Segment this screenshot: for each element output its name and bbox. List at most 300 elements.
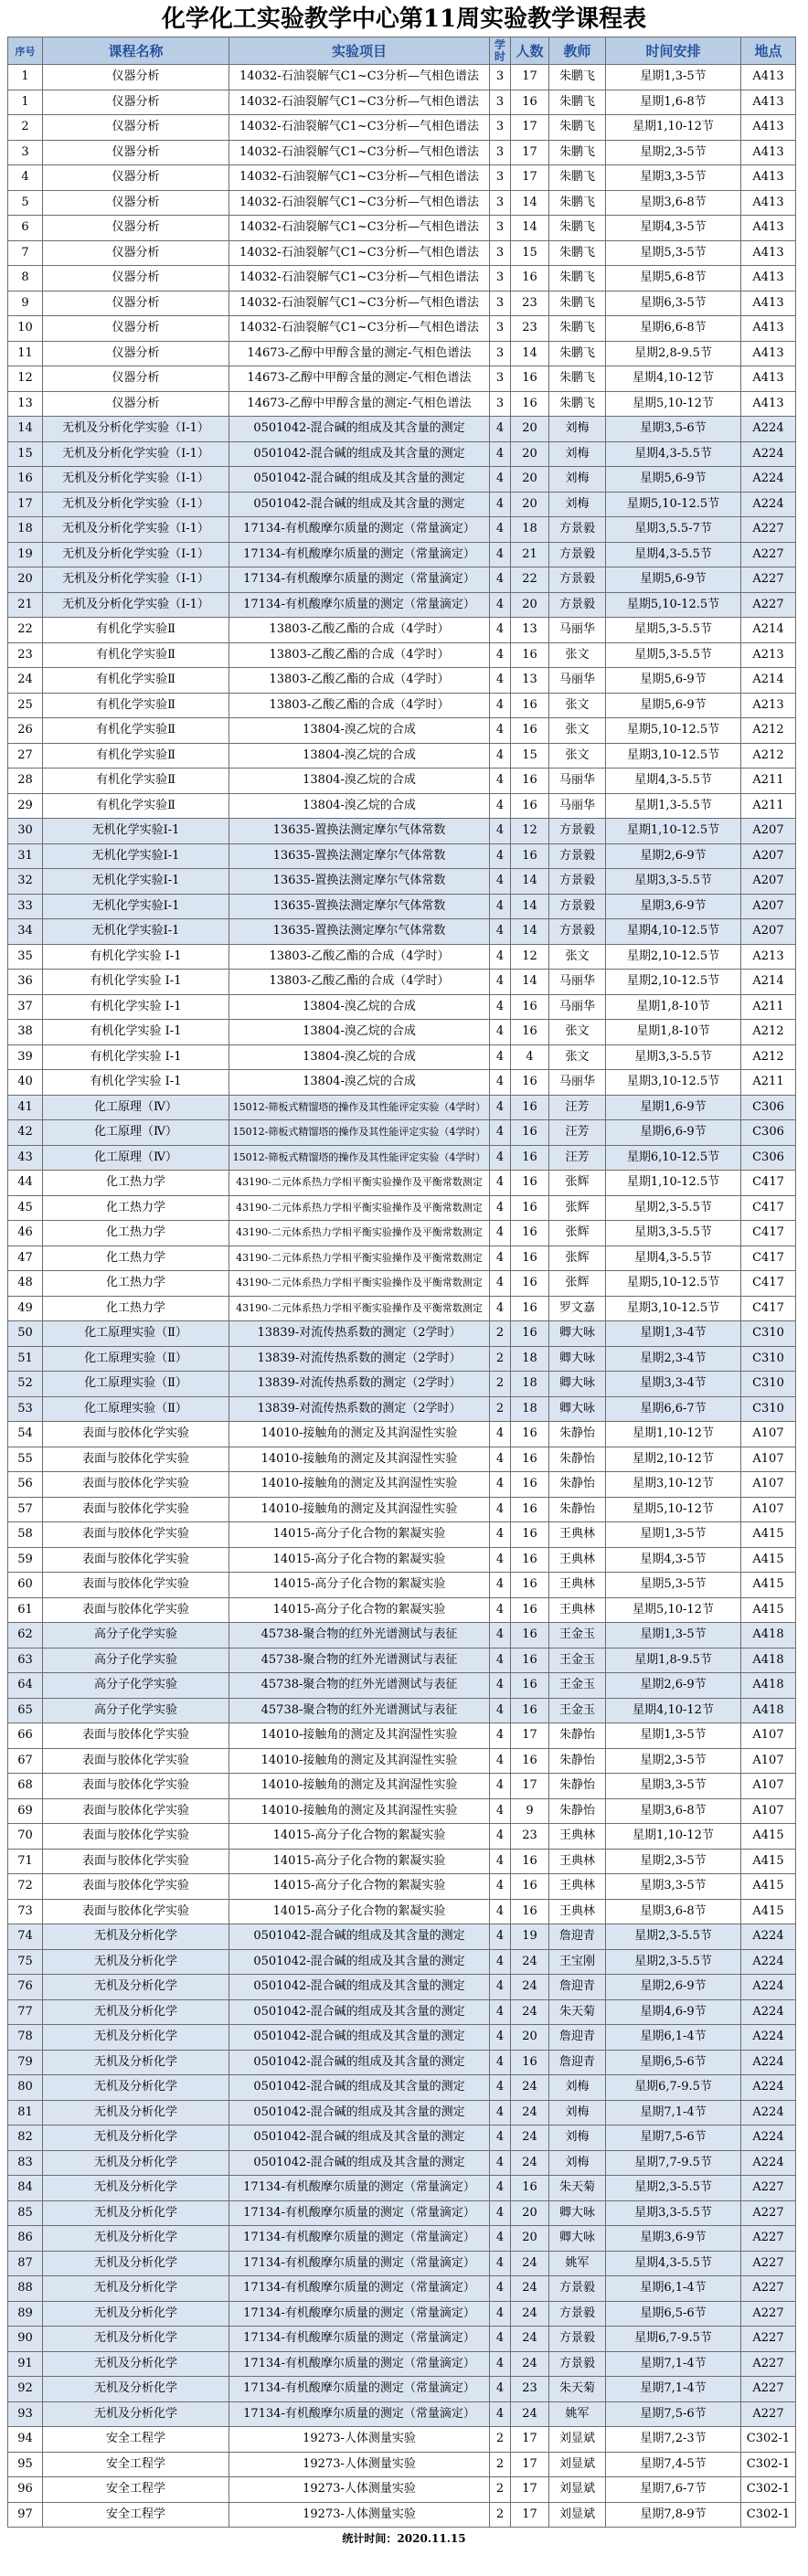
course-name: 无机及分析化学实验（Ⅰ-1）: [43, 542, 229, 567]
teacher: 王金玉: [549, 1673, 606, 1699]
row-number: 41: [8, 1095, 43, 1120]
student-count: 21: [511, 542, 549, 567]
teacher: 朱鹏飞: [549, 216, 606, 241]
teacher: 卿大咏: [549, 1396, 606, 1422]
table-row: [8, 216, 796, 241]
student-count: 16: [511, 1623, 549, 1648]
location: A413: [741, 240, 796, 266]
row-number: 53: [8, 1396, 43, 1422]
student-count: 17: [511, 2452, 549, 2477]
teacher: 张文: [549, 1044, 606, 1070]
student-count: 24: [511, 2351, 549, 2377]
location: A107: [741, 1774, 796, 1799]
table-row: [8, 1648, 796, 1673]
table-row: [8, 693, 796, 718]
course-name: 无机化学实验Ⅰ-1: [43, 869, 229, 895]
student-count: 16: [511, 1899, 549, 1924]
table-row: [8, 1999, 796, 2025]
time-slot: 星期2,10-12节: [606, 1447, 741, 1472]
time-slot: 星期1,10-12.5节: [606, 1171, 741, 1196]
student-count: 14: [511, 869, 549, 895]
student-count: 16: [511, 1673, 549, 1699]
class-hours: 2: [490, 1396, 511, 1422]
table-row: [8, 65, 796, 90]
location: A413: [741, 115, 796, 141]
location: A227: [741, 2226, 796, 2252]
location: C302-1: [741, 2477, 796, 2503]
time-slot: 星期3,10-12节: [606, 1472, 741, 1498]
teacher: 汪芳: [549, 1095, 606, 1120]
time-slot: 星期2,10-12.5节: [606, 944, 741, 970]
location: A227: [741, 592, 796, 618]
table-row: [8, 1246, 796, 1271]
experiment-project: 17134-有机酸摩尔质量的测定（常量滴定）: [229, 2301, 490, 2327]
class-hours: 4: [490, 1673, 511, 1699]
experiment-project: 0501042-混合碱的组成及其含量的测定: [229, 1924, 490, 1950]
student-count: 16: [511, 718, 549, 744]
row-number: 33: [8, 894, 43, 919]
student-count: 18: [511, 517, 549, 543]
table-row: [8, 769, 796, 794]
teacher: 王典林: [549, 1522, 606, 1548]
course-name: 表面与胶体化学实验: [43, 1447, 229, 1472]
course-name: 仪器分析: [43, 266, 229, 292]
table-row: [8, 1975, 796, 2000]
course-name: 有机化学实验Ⅱ: [43, 769, 229, 794]
experiment-project: 14032-石油裂解气C1~C3分析—气相色谱法: [229, 140, 490, 165]
class-hours: 3: [490, 115, 511, 141]
teacher: 王典林: [549, 1547, 606, 1573]
experiment-project: 0501042-混合碱的组成及其含量的测定: [229, 2050, 490, 2075]
experiment-project: 0501042-混合碱的组成及其含量的测定: [229, 1999, 490, 2025]
experiment-project: 14032-石油裂解气C1~C3分析—气相色谱法: [229, 216, 490, 241]
teacher: 卿大咏: [549, 1346, 606, 1372]
course-name: 无机及分析化学: [43, 2125, 229, 2151]
experiment-project: 14010-接触角的测定及其润湿性实验: [229, 1748, 490, 1774]
class-hours: 4: [490, 1597, 511, 1623]
class-hours: 4: [490, 1648, 511, 1673]
row-number: 57: [8, 1497, 43, 1522]
time-slot: 星期2,3-4节: [606, 1346, 741, 1372]
location: A415: [741, 1824, 796, 1850]
row-number: 93: [8, 2401, 43, 2427]
row-number: 77: [8, 1999, 43, 2025]
table-row: [8, 266, 796, 292]
course-name: 安全工程学: [43, 2427, 229, 2453]
table-row: [8, 240, 796, 266]
table-body: [8, 65, 796, 2528]
class-hours: 4: [490, 1221, 511, 1246]
table-row: [8, 1346, 796, 1372]
course-name: 仪器分析: [43, 165, 229, 191]
row-number: 43: [8, 1145, 43, 1171]
teacher: 张文: [549, 743, 606, 769]
experiment-project: 14010-接触角的测定及其润湿性实验: [229, 1497, 490, 1522]
student-count: 20: [511, 417, 549, 442]
experiment-project: 14032-石油裂解气C1~C3分析—气相色谱法: [229, 65, 490, 90]
course-name: 表面与胶体化学实验: [43, 1522, 229, 1548]
student-count: 16: [511, 1472, 549, 1498]
time-slot: 星期1,8-10节: [606, 994, 741, 1020]
table-row: [8, 2251, 796, 2276]
class-hours: 3: [490, 65, 511, 90]
class-hours: 4: [490, 1020, 511, 1045]
row-number: 42: [8, 1120, 43, 1146]
class-hours: 4: [490, 1195, 511, 1221]
experiment-project: 14010-接触角的测定及其润湿性实验: [229, 1422, 490, 1447]
course-name: 有机化学实验Ⅱ: [43, 642, 229, 668]
teacher: 朱鹏飞: [549, 165, 606, 191]
class-hours: 4: [490, 1472, 511, 1498]
student-count: 22: [511, 567, 549, 593]
location: C417: [741, 1271, 796, 1297]
teacher: 方景毅: [549, 567, 606, 593]
row-number: 6: [8, 216, 43, 241]
location: A227: [741, 2377, 796, 2402]
teacher: 方景毅: [549, 2327, 606, 2352]
row-number: 5: [8, 190, 43, 216]
location: C306: [741, 1095, 796, 1120]
teacher: 朱鹏飞: [549, 341, 606, 366]
class-hours: 2: [490, 1346, 511, 1372]
time-slot: 星期3,3-5节: [606, 1874, 741, 1900]
course-name: 无机及分析化学实验（Ⅰ-1）: [43, 492, 229, 517]
experiment-project: 13839-对流传热系数的测定（2学时）: [229, 1321, 490, 1347]
table-row: [8, 2301, 796, 2327]
course-name: 无机及分析化学: [43, 1975, 229, 2000]
header-time: 时间安排: [606, 37, 741, 65]
student-count: 24: [511, 2327, 549, 2352]
table-row: [8, 1698, 796, 1723]
location: A227: [741, 517, 796, 543]
time-slot: 星期5,6-9节: [606, 668, 741, 694]
course-name: 有机化学实验 Ⅰ-1: [43, 944, 229, 970]
student-count: 16: [511, 1095, 549, 1120]
teacher: 詹迎青: [549, 2025, 606, 2051]
experiment-project: 13635-置换法测定摩尔气体常数: [229, 919, 490, 945]
course-name: 表面与胶体化学实验: [43, 1472, 229, 1498]
time-slot: 星期4,10-12节: [606, 1698, 741, 1723]
course-name: 有机化学实验Ⅱ: [43, 693, 229, 718]
table-row: [8, 1195, 796, 1221]
row-number: 66: [8, 1723, 43, 1749]
class-hours: 3: [490, 190, 511, 216]
time-slot: 星期1,10-12节: [606, 1422, 741, 1447]
row-number: 78: [8, 2025, 43, 2051]
time-slot: 星期3,6-8节: [606, 190, 741, 216]
teacher: 罗文嘉: [549, 1296, 606, 1321]
teacher: 王宝刚: [549, 1949, 606, 1975]
table-row: [8, 567, 796, 593]
table-row: [8, 1020, 796, 1045]
teacher: 刘梅: [549, 2075, 606, 2101]
time-slot: 星期1,8-10节: [606, 1020, 741, 1045]
teacher: 朱鹏飞: [549, 240, 606, 266]
student-count: 17: [511, 2427, 549, 2453]
location: A107: [741, 1447, 796, 1472]
table-row: [8, 341, 796, 366]
table-row: [8, 819, 796, 844]
row-number: 76: [8, 1975, 43, 2000]
experiment-project: 13804-溴乙烷的合成: [229, 769, 490, 794]
course-name: 无机及分析化学: [43, 2176, 229, 2201]
location: A224: [741, 2025, 796, 2051]
course-name: 仪器分析: [43, 190, 229, 216]
time-slot: 星期7,5-6节: [606, 2125, 741, 2151]
time-slot: 星期1,3-5节: [606, 1522, 741, 1548]
course-name: 化工原理实验（Ⅱ）: [43, 1396, 229, 1422]
table-row: [8, 618, 796, 643]
location: A214: [741, 618, 796, 643]
teacher: 刘显斌: [549, 2477, 606, 2503]
course-name: 无机及分析化学实验（Ⅰ-1）: [43, 592, 229, 618]
table-row: [8, 718, 796, 744]
table-row: [8, 970, 796, 995]
teacher: 朱静怡: [549, 1748, 606, 1774]
course-name: 表面与胶体化学实验: [43, 1573, 229, 1598]
student-count: 14: [511, 894, 549, 919]
row-number: 22: [8, 618, 43, 643]
teacher: 朱静怡: [549, 1774, 606, 1799]
table-row: [8, 1748, 796, 1774]
class-hours: 2: [490, 2427, 511, 2453]
teacher: 马丽华: [549, 793, 606, 819]
location: A413: [741, 266, 796, 292]
teacher: 方景毅: [549, 517, 606, 543]
student-count: 20: [511, 2226, 549, 2252]
location: A211: [741, 769, 796, 794]
student-count: 24: [511, 2150, 549, 2176]
location: A227: [741, 2327, 796, 2352]
teacher: 朱静怡: [549, 1723, 606, 1749]
class-hours: 4: [490, 2100, 511, 2125]
course-name: 无机及分析化学: [43, 1949, 229, 1975]
student-count: 16: [511, 1070, 549, 1096]
time-slot: 星期3,10-12.5节: [606, 1296, 741, 1321]
course-name: 表面与胶体化学实验: [43, 1422, 229, 1447]
course-name: 化工原理（Ⅳ）: [43, 1120, 229, 1146]
row-number: 36: [8, 970, 43, 995]
location: A413: [741, 190, 796, 216]
time-slot: 星期2,6-9节: [606, 1673, 741, 1699]
experiment-project: 43190-二元体系热力学相平衡实验操作及平衡常数测定: [229, 1296, 490, 1321]
course-name: 有机化学实验Ⅱ: [43, 668, 229, 694]
location: A224: [741, 2050, 796, 2075]
student-count: 16: [511, 366, 549, 392]
time-slot: 星期2,8-9.5节: [606, 341, 741, 366]
table-row: [8, 1899, 796, 1924]
table-row: [8, 1774, 796, 1799]
course-name: 表面与胶体化学实验: [43, 1723, 229, 1749]
experiment-project: 0501042-混合碱的组成及其含量的测定: [229, 2150, 490, 2176]
location: A107: [741, 1422, 796, 1447]
row-number: 8: [8, 266, 43, 292]
location: A212: [741, 718, 796, 744]
course-name: 安全工程学: [43, 2502, 229, 2528]
class-hours: 4: [490, 994, 511, 1020]
class-hours: 4: [490, 1573, 511, 1598]
teacher: 王典林: [549, 1874, 606, 1900]
class-hours: 4: [490, 970, 511, 995]
time-slot: 星期6,6-7节: [606, 1396, 741, 1422]
table-row: [8, 1924, 796, 1950]
experiment-project: 14032-石油裂解气C1~C3分析—气相色谱法: [229, 266, 490, 292]
table-row: [8, 165, 796, 191]
experiment-project: 17134-有机酸摩尔质量的测定（常量滴定）: [229, 542, 490, 567]
location: A224: [741, 2075, 796, 2101]
table-row: [8, 1447, 796, 1472]
experiment-project: 43190-二元体系热力学相平衡实验操作及平衡常数测定: [229, 1171, 490, 1196]
student-count: 16: [511, 1296, 549, 1321]
course-name: 无机化学实验Ⅰ-1: [43, 894, 229, 919]
teacher: 方景毅: [549, 2276, 606, 2302]
teacher: 朱鹏飞: [549, 291, 606, 316]
location: C417: [741, 1195, 796, 1221]
class-hours: 4: [490, 718, 511, 744]
header-count: 人数: [511, 37, 549, 65]
time-slot: 星期1,3-5节: [606, 65, 741, 90]
class-hours: 4: [490, 769, 511, 794]
course-name: 仪器分析: [43, 316, 229, 342]
teacher: 姚军: [549, 2401, 606, 2427]
location: A212: [741, 1020, 796, 1045]
class-hours: 4: [490, 642, 511, 668]
row-number: 15: [8, 441, 43, 467]
location: C302-1: [741, 2502, 796, 2528]
student-count: 13: [511, 668, 549, 694]
table-row: [8, 1547, 796, 1573]
location: A227: [741, 2351, 796, 2377]
course-name: 无机及分析化学: [43, 2401, 229, 2427]
class-hours: 4: [490, 843, 511, 869]
course-name: 无机及分析化学: [43, 2276, 229, 2302]
experiment-project: 14015-高分子化合物的絮凝实验: [229, 1522, 490, 1548]
student-count: 13: [511, 618, 549, 643]
teacher: 朱静怡: [549, 1447, 606, 1472]
experiment-project: 45738-聚合物的红外光谱测试与表征: [229, 1673, 490, 1699]
row-number: 95: [8, 2452, 43, 2477]
class-hours: 3: [490, 90, 511, 115]
time-slot: 星期5,6-8节: [606, 266, 741, 292]
experiment-project: 13839-对流传热系数的测定（2学时）: [229, 1396, 490, 1422]
course-name: 有机化学实验 Ⅰ-1: [43, 970, 229, 995]
location: C417: [741, 1246, 796, 1271]
row-number: 51: [8, 1346, 43, 1372]
student-count: 23: [511, 2377, 549, 2402]
time-slot: 星期7,5-6节: [606, 2401, 741, 2427]
course-name: 高分子化学实验: [43, 1623, 229, 1648]
time-slot: 星期2,3-5节: [606, 1849, 741, 1874]
teacher: 朱鹏飞: [549, 90, 606, 115]
experiment-project: 17134-有机酸摩尔质量的测定（常量滴定）: [229, 2377, 490, 2402]
teacher: 姚军: [549, 2251, 606, 2276]
table-row: [8, 391, 796, 417]
teacher: 朱鹏飞: [549, 366, 606, 392]
course-name: 高分子化学实验: [43, 1648, 229, 1673]
table-row: [8, 2025, 796, 2051]
experiment-project: 13839-对流传热系数的测定（2学时）: [229, 1372, 490, 1397]
row-number: 94: [8, 2427, 43, 2453]
student-count: 16: [511, 1447, 549, 1472]
experiment-project: 19273-人体测量实验: [229, 2427, 490, 2453]
experiment-project: 14015-高分子化合物的絮凝实验: [229, 1899, 490, 1924]
course-name: 无机化学实验Ⅰ-1: [43, 919, 229, 945]
row-number: 50: [8, 1321, 43, 1347]
class-hours: 4: [490, 2301, 511, 2327]
class-hours: 4: [490, 819, 511, 844]
teacher: 方景毅: [549, 894, 606, 919]
row-number: 3: [8, 140, 43, 165]
time-slot: 星期4,3-5.5节: [606, 441, 741, 467]
teacher: 张辉: [549, 1171, 606, 1196]
class-hours: 4: [490, 1095, 511, 1120]
table-row: [8, 517, 796, 543]
row-number: 82: [8, 2125, 43, 2151]
student-count: 16: [511, 1221, 549, 1246]
class-hours: 3: [490, 391, 511, 417]
table-row: [8, 894, 796, 919]
time-slot: 星期5,10-12.5节: [606, 718, 741, 744]
experiment-project: 45738-聚合物的红外光谱测试与表征: [229, 1698, 490, 1723]
experiment-project: 17134-有机酸摩尔质量的测定（常量滴定）: [229, 2401, 490, 2427]
row-number: 96: [8, 2477, 43, 2503]
course-name: 仪器分析: [43, 291, 229, 316]
course-name: 无机及分析化学: [43, 2075, 229, 2101]
location: A413: [741, 391, 796, 417]
experiment-project: 0501042-混合碱的组成及其含量的测定: [229, 492, 490, 517]
student-count: 12: [511, 944, 549, 970]
experiment-project: 14015-高分子化合物的絮凝实验: [229, 1597, 490, 1623]
row-number: 83: [8, 2150, 43, 2176]
time-slot: 星期1,6-9节: [606, 1095, 741, 1120]
teacher: 卿大咏: [549, 1372, 606, 1397]
row-number: 16: [8, 467, 43, 493]
teacher: 马丽华: [549, 769, 606, 794]
header-location: 地点: [741, 37, 796, 65]
experiment-project: 17134-有机酸摩尔质量的测定（常量滴定）: [229, 2251, 490, 2276]
table-row: [8, 1070, 796, 1096]
time-slot: 星期4,3-5节: [606, 1547, 741, 1573]
row-number: 12: [8, 366, 43, 392]
class-hours: 4: [490, 1044, 511, 1070]
location: A224: [741, 417, 796, 442]
time-slot: 星期7,2-3节: [606, 2427, 741, 2453]
student-count: 24: [511, 2075, 549, 2101]
course-name: 化工热力学: [43, 1171, 229, 1196]
row-number: 25: [8, 693, 43, 718]
row-number: 39: [8, 1044, 43, 1070]
student-count: 16: [511, 1522, 549, 1548]
course-name: 化工原理实验（Ⅱ）: [43, 1372, 229, 1397]
table-row: [8, 1296, 796, 1321]
student-count: 15: [511, 743, 549, 769]
time-slot: 星期1,3-5.5节: [606, 793, 741, 819]
student-count: 15: [511, 240, 549, 266]
row-number: 31: [8, 843, 43, 869]
location: A207: [741, 919, 796, 945]
teacher: 刘梅: [549, 2125, 606, 2151]
class-hours: 4: [490, 2377, 511, 2402]
location: A413: [741, 291, 796, 316]
experiment-project: 14010-接触角的测定及其润湿性实验: [229, 1472, 490, 1498]
course-name: 无机及分析化学: [43, 2377, 229, 2402]
row-number: 7: [8, 240, 43, 266]
location: A211: [741, 1070, 796, 1096]
class-hours: 4: [490, 1849, 511, 1874]
course-name: 有机化学实验 Ⅰ-1: [43, 1070, 229, 1096]
class-hours: 4: [490, 1949, 511, 1975]
course-name: 高分子化学实验: [43, 1698, 229, 1723]
